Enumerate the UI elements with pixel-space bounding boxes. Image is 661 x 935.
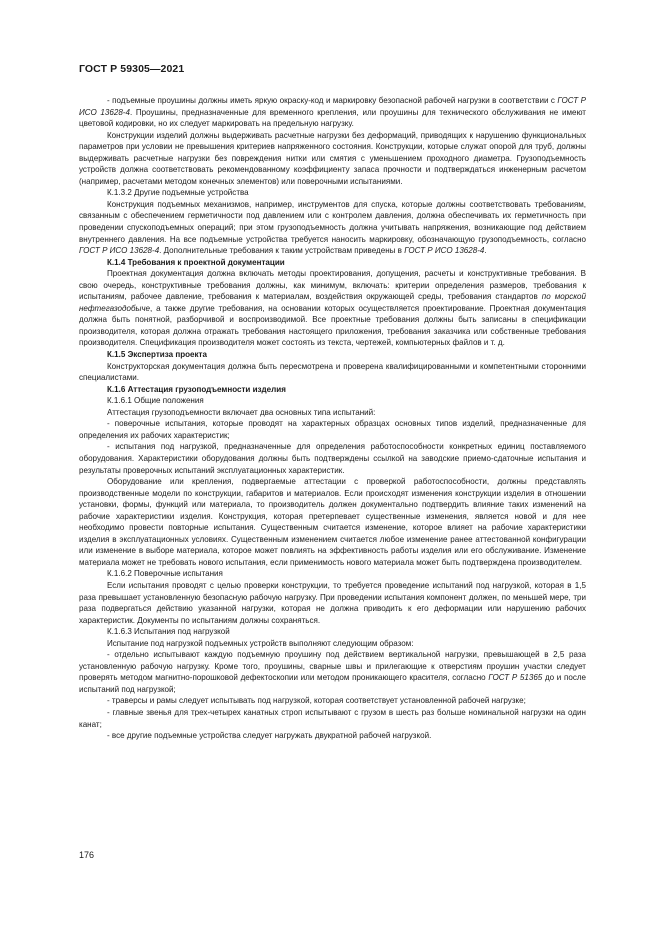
text-run: - отдельно испытывают каждую подъемную проушину под действием вертикальной нагрузки, превышающей в 2,5 раза установленную рабочую нагрузку. Кроме того, проушины, сварные швы и прилегающие к отверстиям проушин участки следует проверять методом магнитно-порошковой дефектоскопии или методом проникающего красителя, согласно: [79, 650, 586, 683]
paragraph: - испытания под нагрузкой, предназначенные для определения работоспособности конкретных единиц поставляемого оборудования. Характеристики оборудования должны быть подтверждены ссылкой на заводские приемо-сдаточные испытания и результаты проверочных испытаний эксплуатационных характеристик.: [79, 442, 586, 475]
paragraph: Если испытания проводят с целью проверки конструкции, то требуется проведение испытаний под нагрузкой, которая в 1,5 раза превышает установленную безопасную рабочую нагрузку. При проведении испытания компонент должен, по меньшей мере, три раза подвергаться действию указанной нагрузки, которая не должна приводить к его деформации или нарушению рабочих характеристик. Документы по испытаниям должны сохраняться.: [79, 580, 586, 625]
section-heading: К.1.4 Требования к проектной документации: [107, 257, 285, 267]
paragraph: Конструкции изделий должны выдерживать расчетные нагрузки без деформаций, приводящих к нарушению функциональных параметров при условии не превышения критериев напряженного состояния. Конструкции, которые служат опорой для труб, должны выдерживать расчетные нагрузки без повреждения нитки или смятия с уменьшением проходного диаметра. Грузоподъемность устройств должна соответствовать рекомендованному коэффициенту запаса прочности и подтверждаться инженерным расчетом (например, расчетами методом конечных элементов) или поверочными испытаниями.: [79, 130, 586, 186]
text-run: Конструкция подъемных механизмов, например, инструментов для спуска, которые должны соответствовать требованиям, связанным с обеспечением герметичности под давлением или с контролем давления, должна обеспечивать их герметичность при проведении спускоподъемных операций; при этом грузоподъемность должна учитывать напряжения, возникающие под действием внутреннего давления. На все подъемные устройства требуется наносить маркировку, обозначающую грузоподъемность, согласно: [79, 199, 586, 244]
text-run: - подъемные проушины должны иметь яркую окраску-код и маркировку безопасной рабочей нагрузки в соответствии с: [107, 96, 558, 105]
standard-reference: по морской нефтегазодобыче: [79, 292, 586, 313]
text-run: Проектная документация должна включать методы проектирования, допущения, расчеты и конструктивные требования. В свою очередь, конструктивные требования должны, как минимум, включать: критерии определения размеров, требования к испытаниям, рабочее давление, требования к материалам, воздействия окружающей среды, требования стандартов: [79, 269, 586, 302]
page-number: 176: [79, 850, 95, 860]
paragraph: К.1.6.1 Общие положения: [107, 396, 204, 406]
text-run: до и после испытаний под нагрузкой;: [79, 673, 587, 694]
text-run: .: [484, 246, 487, 256]
paragraph: - траверсы и рамы следует испытывать под нагрузкой, которая соответствует установленной рабочей нагрузке;: [107, 696, 526, 706]
paragraph: - поверочные испытания, которые проводят на характерных образцах основных типов изделий, предназначенные для определения их рабочих характеристик;: [79, 419, 586, 440]
section-heading: К.1.6 Аттестация грузоподъемности изделия: [107, 384, 286, 394]
section-heading: К.1.5 Экспертиза проекта: [107, 350, 207, 360]
standard-reference: ГОСТ Р ИСО 13628-4: [79, 96, 587, 117]
paragraph: К.1.3.2 Другие подъемные устройства: [107, 188, 249, 198]
paragraph: [79, 95, 586, 130]
paragraph: Конструкторская документация должна быть пересмотрена и проверена квалифицированными и компетентными сторонними специалистами.: [79, 361, 586, 383]
text-run: . Проушины, предназначенные для временного крепления, или проушины для технического обслуживания не имеют цветовой кодировки, но их следует маркировать на предельную нагрузку.: [79, 107, 586, 129]
text-run: , а также другие требования, на основании которых осуществляется проектирование. Проектная документация должна быть понятной, разборчивой и воспроизводимой. Все проектные требования должны быть записаны в спецификации производителя, которая должна отражать требования настоящего приложения, требования заказчика или собственные требования производителя. Спецификация производителя может состоять из текста, чертежей, компьютерных файлов и т. д.: [79, 303, 586, 348]
document-body: [79, 95, 586, 742]
paragraph: - все другие подъемные устройства следует нагружать двукратной рабочей нагрузкой.: [107, 731, 432, 741]
standard-reference: ГОСТ Р ИСО 13628-4: [404, 246, 485, 256]
paragraph: Оборудование или крепления, подвергаемые аттестации с проверкой работоспособности, должны представлять производственные модели по конструкции, габаритов и материалов. Если происходят изменения конструкции изделия в отношении установки, формы, функций или материала, то производитель должен документально подтвердить влияние таких изменений на рабочие характеристики изделия. Конструкция, которая претерпевает существенные изменения, является новой и для нее необходимо провести повторные испытания. Существенным считается изменение, которое влияет на рабочие характеристики изделия в эксплуатационных условиях. Существенным изменением считается любое изменение ранее аттестованной конфигурации или изменение в выборе материала, которое может повлиять на эффективность работы изделия или его обслуживание. Изменение материала может не требовать нового испытания, если применимость нового материала может быть подтверждена производителем.: [79, 477, 586, 567]
paragraph: К.1.6.3 Испытания под нагрузкой: [107, 627, 230, 637]
paragraph: [79, 649, 586, 695]
paragraph: - главные звенья для трех-четырех канатных строп испытывают с грузом в шесть раз больше номинальной нагрузки на один канат;: [79, 707, 586, 729]
paragraph: К.1.6.2 Поверочные испытания: [107, 569, 223, 579]
paragraph: Испытание под нагрузкой подъемных устройств выполняют следующим образом:: [107, 638, 414, 648]
paragraph: [79, 268, 586, 349]
text-run: . Дополнительные требования к таким устройствам приведены в: [159, 246, 405, 256]
paragraph: Аттестация грузоподъемности включает два основных типа испытаний:: [107, 407, 376, 417]
standard-reference: ГОСТ Р ИСО 13628-4: [79, 246, 160, 256]
paragraph: [79, 199, 586, 257]
standard-reference: ГОСТ Р 51365: [488, 673, 543, 683]
document-header: ГОСТ Р 59305—2021: [79, 63, 185, 75]
